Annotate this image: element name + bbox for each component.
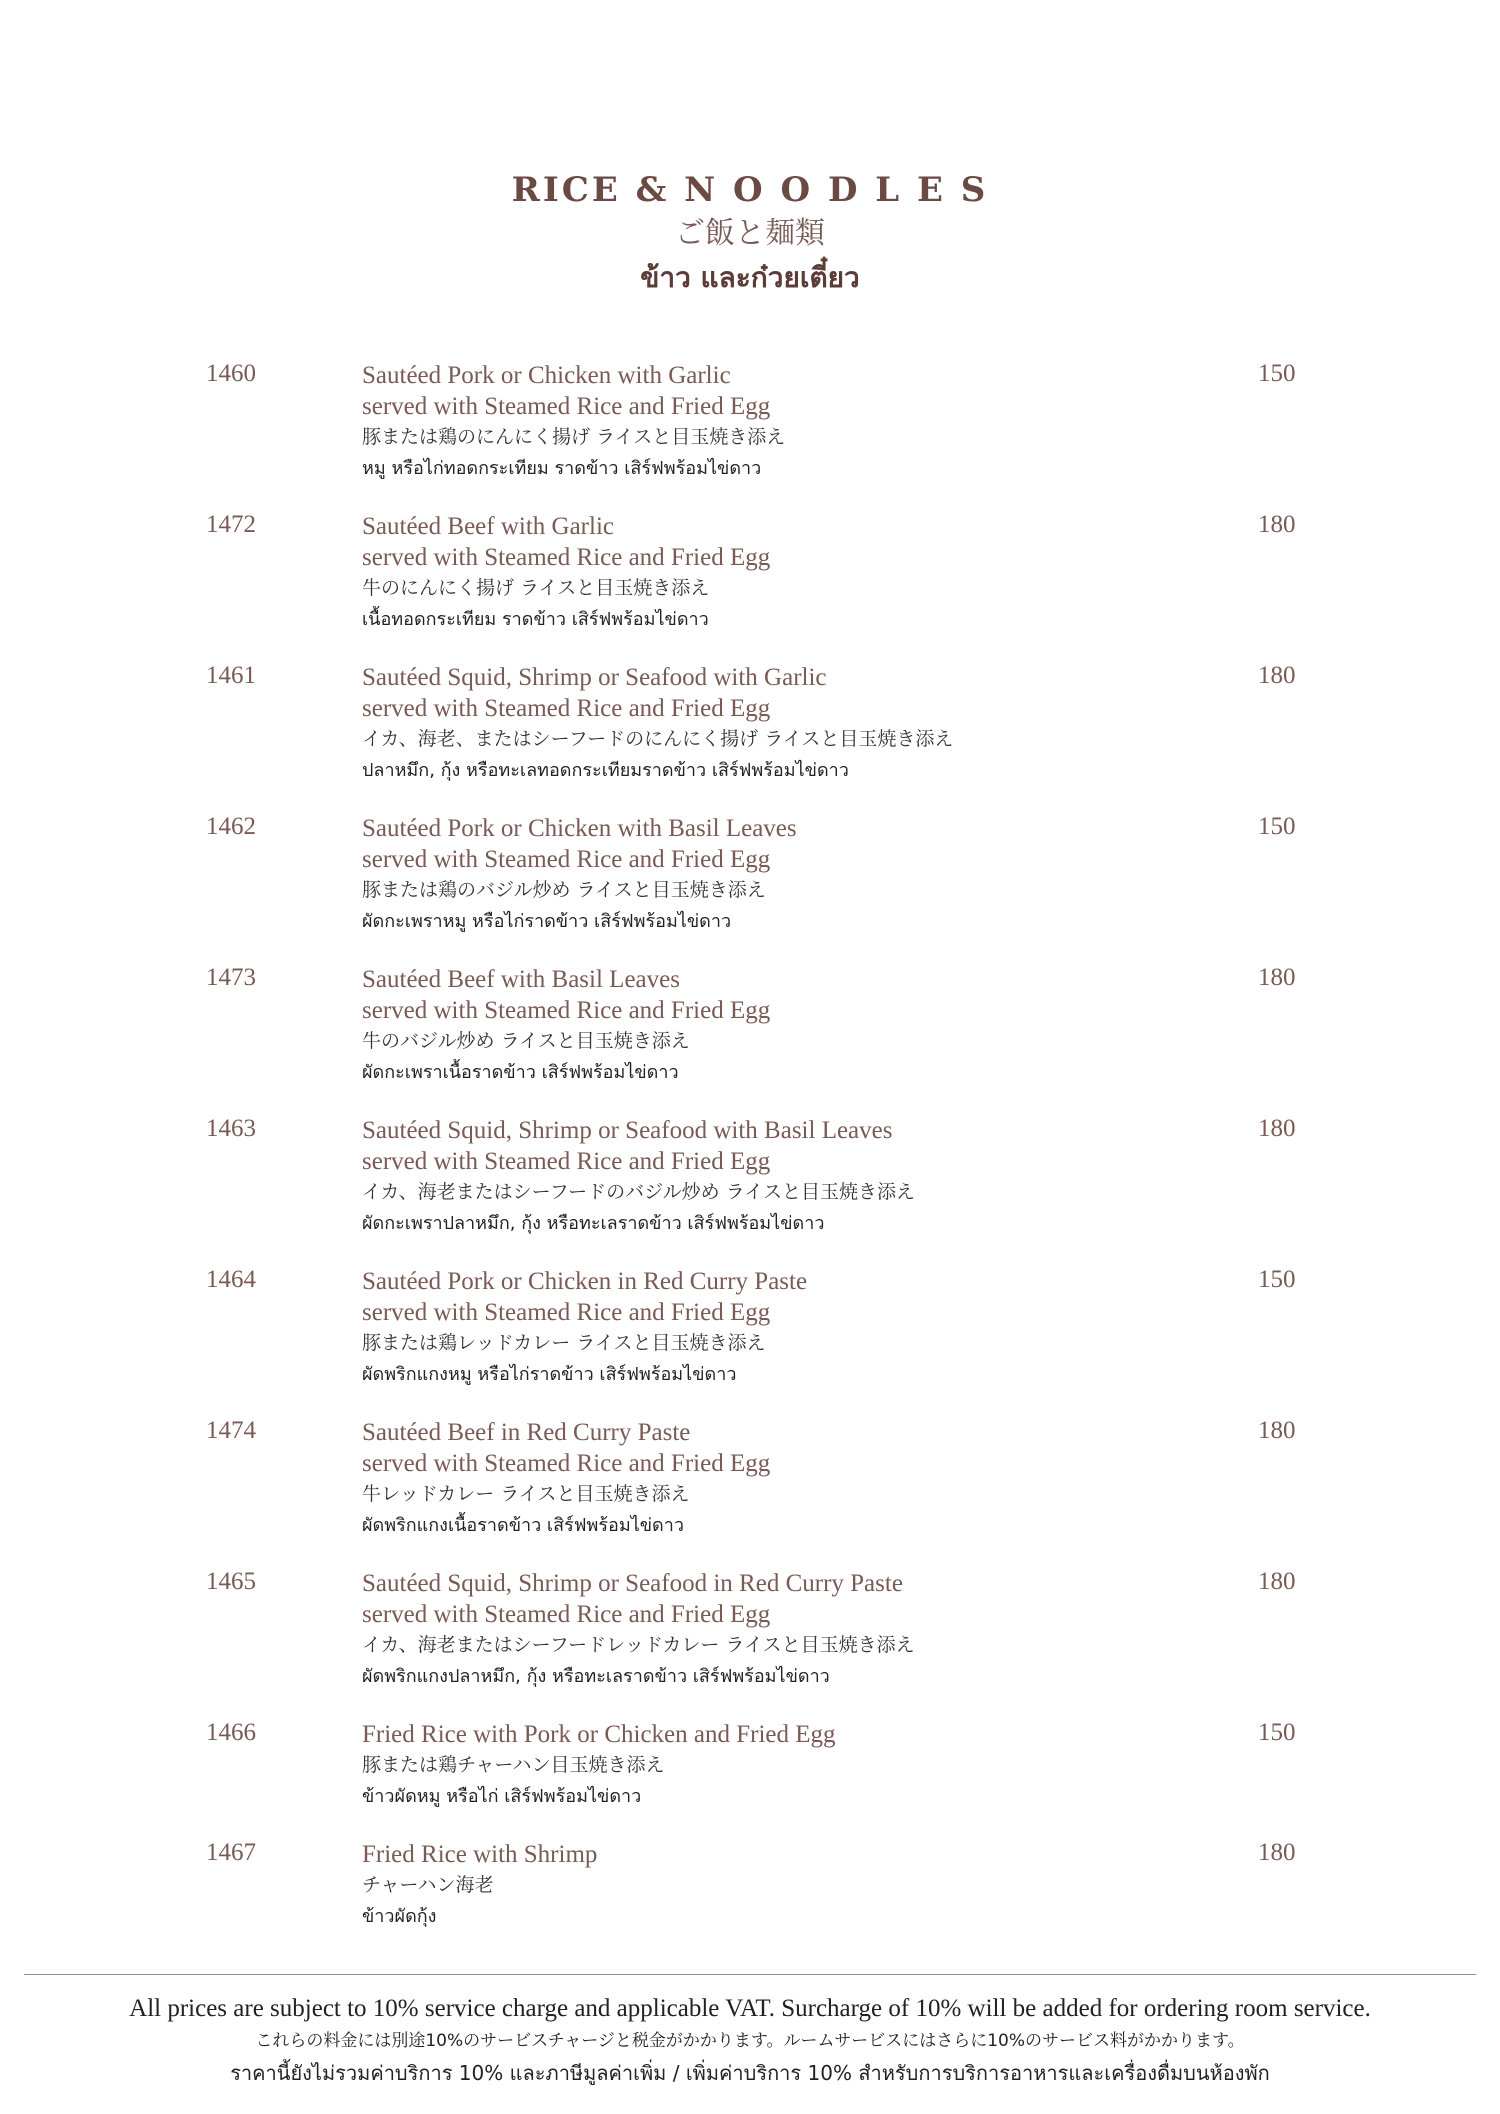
item-name-jp: チャーハン海老 <box>362 1874 494 1896</box>
item-description <box>362 1568 915 1692</box>
item-price: 150 <box>1258 1266 1296 1293</box>
item-name-th: เนื้อทอดกระเทียม ราดข้าว เสิร์ฟพร้อมไข่ดาว <box>362 609 709 630</box>
item-name-th: ข้าวผัดหมู หรือไก่ เสิร์ฟพร้อมไข่ดาว <box>362 1786 642 1807</box>
item-code: 1466 <box>206 1719 256 1746</box>
item-name-jp: イカ、海老またはシーフードのバジル炒め ライスと目玉焼き添え <box>362 1181 915 1203</box>
item-name-en: Sautéed Pork or Chicken with Garlic <box>362 362 731 389</box>
item-code: 1463 <box>206 1115 256 1142</box>
item-name-th: ผัดกะเพราหมู หรือไก่ราดข้าว เสิร์ฟพร้อมไข่ดาว <box>362 911 732 932</box>
item-name-en: Sautéed Squid, Shrimp or Seafood with Basil Leaves <box>362 1117 893 1144</box>
footer-note-jp: これらの料金には別途10%のサービスチャージと税金がかかります。ルームサービスにはさらに10%のサービス料がかかります。 <box>255 2031 1245 2051</box>
item-name-th: ปลาหมึก, กุ้ง หรือทะเลทอดกระเทียมราดข้าว เสิร์ฟพร้อมไข่ดาว <box>362 760 849 781</box>
item-code: 1474 <box>206 1417 256 1444</box>
item-price: 180 <box>1258 1568 1296 1595</box>
item-code: 1465 <box>206 1568 256 1595</box>
item-name-en: Sautéed Beef with Garlic <box>362 513 614 540</box>
item-name-th: ผัดกะเพราปลาหมึก, กุ้ง หรือทะเลราดข้าว เสิร์ฟพร้อมไข่ดาว <box>362 1213 825 1234</box>
item-name-th: ข้าวผัดกุ้ง <box>362 1906 437 1927</box>
item-description <box>362 511 770 635</box>
item-name-en: Sautéed Beef with Basil Leaves <box>362 966 680 993</box>
footer-note <box>0 1992 1500 2090</box>
item-name-en: Sautéed Squid, Shrimp or Seafood with Garlic <box>362 664 827 691</box>
item-code: 1472 <box>206 511 256 538</box>
item-name-en: served with Steamed Rice and Fried Egg <box>362 997 771 1024</box>
item-name-th: ผัดพริกแกงปลาหมึก, กุ้ง หรือทะเลราดข้าว เสิร์ฟพร้อมไข่ดาว <box>362 1666 830 1687</box>
item-name-jp: イカ、海老またはシーフードレッドカレー ライスと目玉焼き添え <box>362 1634 915 1656</box>
item-name-en: Fried Rice with Pork or Chicken and Fried Egg <box>362 1721 836 1748</box>
item-description <box>362 813 797 937</box>
item-description <box>362 1266 807 1390</box>
section-title-jp: ご飯と麺類 <box>675 216 825 251</box>
footer-note-th: ราคานี้ยังไม่รวมค่าบริการ 10% และภาษีมูลค่าเพิ่ม / เพิ่มค่าบริการ 10% สำหรับการบริการอาหารและเครื่องดื่มบนห้องพัก <box>230 2061 1270 2085</box>
item-code: 1464 <box>206 1266 256 1293</box>
item-description <box>362 1719 836 1812</box>
item-name-en: Sautéed Pork or Chicken with Basil Leaves <box>362 815 797 842</box>
item-description <box>362 662 953 786</box>
item-name-jp: 豚または鶏レッドカレー ライスと目玉焼き添え <box>362 1332 766 1354</box>
item-code: 1460 <box>206 360 256 387</box>
item-price: 180 <box>1258 1417 1296 1444</box>
item-name-th: ผัดพริกแกงหมู หรือไก่ราดข้าว เสิร์ฟพร้อมไข่ดาว <box>362 1364 737 1385</box>
item-name-jp: 豚または鶏のバジル炒め ライスと目玉焼き添え <box>362 879 766 901</box>
item-name-th: หมู หรือไก่ทอดกระเทียม ราดข้าว เสิร์ฟพร้อมไข่ดาว <box>362 458 762 479</box>
item-name-jp: 豚または鶏のにんにく揚げ ライスと目玉焼き添え <box>362 426 786 448</box>
item-name-en: served with Steamed Rice and Fried Egg <box>362 1148 771 1175</box>
item-price: 150 <box>1258 813 1296 840</box>
footer-divider <box>24 1974 1476 1975</box>
section-header <box>0 168 1500 300</box>
item-code: 1462 <box>206 813 256 840</box>
item-price: 180 <box>1258 964 1296 991</box>
item-code: 1461 <box>206 662 256 689</box>
item-description <box>362 964 770 1088</box>
item-name-en: served with Steamed Rice and Fried Egg <box>362 1450 771 1477</box>
item-name-en: served with Steamed Rice and Fried Egg <box>362 544 771 571</box>
item-price: 180 <box>1258 662 1296 689</box>
item-name-th: ผัดกะเพราเนื้อราดข้าว เสิร์ฟพร้อมไข่ดาว <box>362 1062 679 1083</box>
item-price: 150 <box>1258 360 1296 387</box>
section-title-en: RICE & N O O D L E S <box>511 170 989 210</box>
item-name-en: Sautéed Squid, Shrimp or Seafood in Red Curry Paste <box>362 1570 903 1597</box>
section-title-th: ข้าว และก๋วยเตี๋ยว <box>640 261 860 294</box>
item-price: 150 <box>1258 1719 1296 1746</box>
item-price: 180 <box>1258 1115 1296 1142</box>
item-name-th: ผัดพริกแกงเนื้อราดข้าว เสิร์ฟพร้อมไข่ดาว <box>362 1515 684 1536</box>
item-price: 180 <box>1258 1839 1296 1866</box>
item-name-en: served with Steamed Rice and Fried Egg <box>362 393 771 420</box>
footer-note-en: All prices are subject to 10% service charge and applicable VAT. Surcharge of 10% will be added for ordering room service. <box>129 1995 1371 2022</box>
item-name-en: Fried Rice with Shrimp <box>362 1841 598 1868</box>
item-name-jp: 牛のバジル炒め ライスと目玉焼き添え <box>362 1030 690 1052</box>
item-description <box>362 360 785 484</box>
item-name-jp: 豚または鶏チャーハン目玉焼き添え <box>362 1754 665 1776</box>
item-description <box>362 1839 597 1932</box>
item-name-en: Sautéed Pork or Chicken in Red Curry Paste <box>362 1268 808 1295</box>
item-price: 180 <box>1258 511 1296 538</box>
item-code: 1467 <box>206 1839 256 1866</box>
item-name-en: served with Steamed Rice and Fried Egg <box>362 1601 771 1628</box>
item-name-en: served with Steamed Rice and Fried Egg <box>362 695 771 722</box>
item-name-jp: 牛のにんにく揚げ ライスと目玉焼き添え <box>362 577 710 599</box>
item-description <box>362 1115 915 1239</box>
item-name-jp: 牛レッドカレー ライスと目玉焼き添え <box>362 1483 690 1505</box>
item-name-jp: イカ、海老、またはシーフードのにんにく揚げ ライスと目玉焼き添え <box>362 728 954 750</box>
item-name-en: served with Steamed Rice and Fried Egg <box>362 1299 771 1326</box>
item-name-en: served with Steamed Rice and Fried Egg <box>362 846 771 873</box>
item-name-en: Sautéed Beef in Red Curry Paste <box>362 1419 691 1446</box>
item-code: 1473 <box>206 964 256 991</box>
item-description <box>362 1417 770 1541</box>
